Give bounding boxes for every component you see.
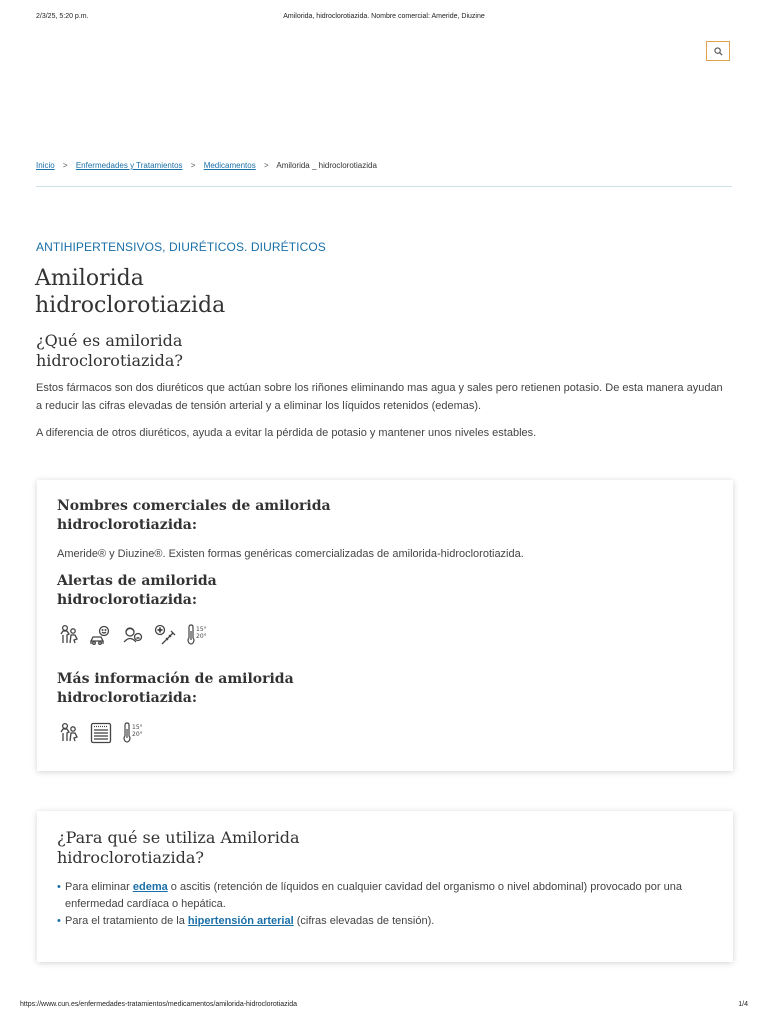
temp-low-label: 20° bbox=[132, 731, 143, 738]
breadcrumb bbox=[36, 161, 377, 170]
pregnancy-breastfeeding-icon[interactable] bbox=[57, 721, 81, 745]
edema-link[interactable]: edema bbox=[132, 881, 168, 893]
breadcrumb-separator: > bbox=[190, 161, 196, 170]
uses-item2-pre: Para el tratamiento de la bbox=[65, 915, 188, 927]
category-label: ANTIHIPERTENSIVOS, DIURÉTICOS. DIURÉTICOS bbox=[36, 240, 326, 254]
temp-high-label: 15° bbox=[132, 724, 143, 731]
storage-temperature-icon[interactable] bbox=[121, 721, 145, 745]
alerts-icons bbox=[57, 623, 209, 647]
page-title-line2: hidroclorotiazida bbox=[35, 293, 226, 318]
what-is-heading-line2: hidroclorotiazida? bbox=[36, 351, 183, 370]
storage-temperature-icon[interactable] bbox=[185, 623, 209, 647]
uses-heading bbox=[57, 828, 300, 868]
more-info-heading-line2: hidroclorotiazida: bbox=[57, 690, 198, 706]
breadcrumb-separator: > bbox=[62, 161, 68, 170]
what-is-paragraph-1: Estos fármacos son dos diuréticos que actúan sobre los riñones eliminando mas agua y sales pero retienen potasio. De esta manera ayudan a reducir las cifras elevadas de tensión arterial y a eliminar los líquidos retenidos (edemas). bbox=[36, 382, 723, 412]
uses-item1-pre: Para eliminar bbox=[65, 881, 133, 893]
print-header bbox=[36, 13, 732, 25]
trade-names-text: Ameride® y Diuzine®. Existen formas genéricas comercializadas de amilorida-hidroclorotiazida. bbox=[57, 548, 524, 560]
page-title-line1: Amilorida bbox=[35, 266, 144, 291]
alerts-heading-line1: Alertas de amilorida bbox=[57, 573, 217, 589]
print-url: https://www.cun.es/enfermedades-tratamientos/medicamentos/amilorida-hidroclorotiazida bbox=[20, 1001, 298, 1008]
trade-names-heading bbox=[57, 497, 331, 535]
uses-list bbox=[57, 879, 713, 930]
uses-heading-line2: hidroclorotiazida? bbox=[57, 848, 204, 867]
sports-doping-icon[interactable] bbox=[153, 623, 177, 647]
breadcrumb-medicamentos[interactable]: Medicamentos bbox=[203, 161, 256, 170]
what-is-heading-line1: ¿Qué es amilorida bbox=[36, 331, 183, 350]
uses-heading-line1: ¿Para qué se utiliza Amilorida bbox=[57, 828, 300, 847]
trade-names-heading-line2: hidroclorotiazida: bbox=[57, 517, 198, 533]
prescription-document-icon[interactable] bbox=[89, 721, 113, 745]
hipertension-link[interactable]: hipertensión arterial bbox=[187, 915, 294, 927]
more-info-heading-line1: Más información de amilorida bbox=[57, 671, 294, 687]
elderly-icon[interactable] bbox=[121, 623, 145, 647]
what-is-paragraph-2: A diferencia de otros diuréticos, ayuda a evitar la pérdida de potasio y mantener unos niveles estables. bbox=[36, 427, 537, 439]
page-number: 1/4 bbox=[738, 1001, 748, 1008]
uses-item1-post: o ascitis (retención de líquidos en cualquier cavidad del organismo o nivel abdominal) provocado por una enfermedad cardíaca o hepática. bbox=[65, 881, 682, 910]
page-title bbox=[35, 265, 225, 319]
list-item bbox=[57, 879, 713, 913]
search-button[interactable] bbox=[706, 41, 730, 61]
trade-names-heading-line1: Nombres comerciales de amilorida bbox=[57, 498, 331, 514]
breadcrumb-inicio[interactable]: Inicio bbox=[36, 161, 55, 170]
print-footer bbox=[20, 1001, 748, 1008]
list-item bbox=[57, 913, 713, 930]
temp-high-label: 15° bbox=[196, 626, 207, 633]
more-info-icons bbox=[57, 721, 145, 745]
print-date: 2/3/25, 5:20 p.m. bbox=[36, 13, 89, 20]
uses-item2-post: (cifras elevadas de tensión). bbox=[293, 915, 435, 927]
print-title: Amilorida, hidroclorotiazida. Nombre comercial: Ameride, Diuzine bbox=[283, 13, 485, 20]
breadcrumb-divider bbox=[36, 186, 732, 187]
pregnancy-breastfeeding-icon[interactable] bbox=[57, 623, 81, 647]
breadcrumb-current: Amilorida _ hidroclorotiazida bbox=[276, 161, 377, 170]
temp-low-label: 20° bbox=[196, 633, 207, 640]
driving-icon[interactable] bbox=[89, 623, 113, 647]
breadcrumb-separator: > bbox=[263, 161, 269, 170]
more-info-heading bbox=[57, 670, 294, 708]
alerts-heading bbox=[57, 572, 217, 610]
breadcrumb-enfermedades[interactable]: Enfermedades y Tratamientos bbox=[75, 161, 183, 170]
uses-card bbox=[37, 811, 733, 962]
info-card bbox=[37, 480, 733, 771]
alerts-heading-line2: hidroclorotiazida: bbox=[57, 592, 198, 608]
search-icon bbox=[714, 47, 723, 56]
what-is-heading bbox=[36, 331, 183, 371]
